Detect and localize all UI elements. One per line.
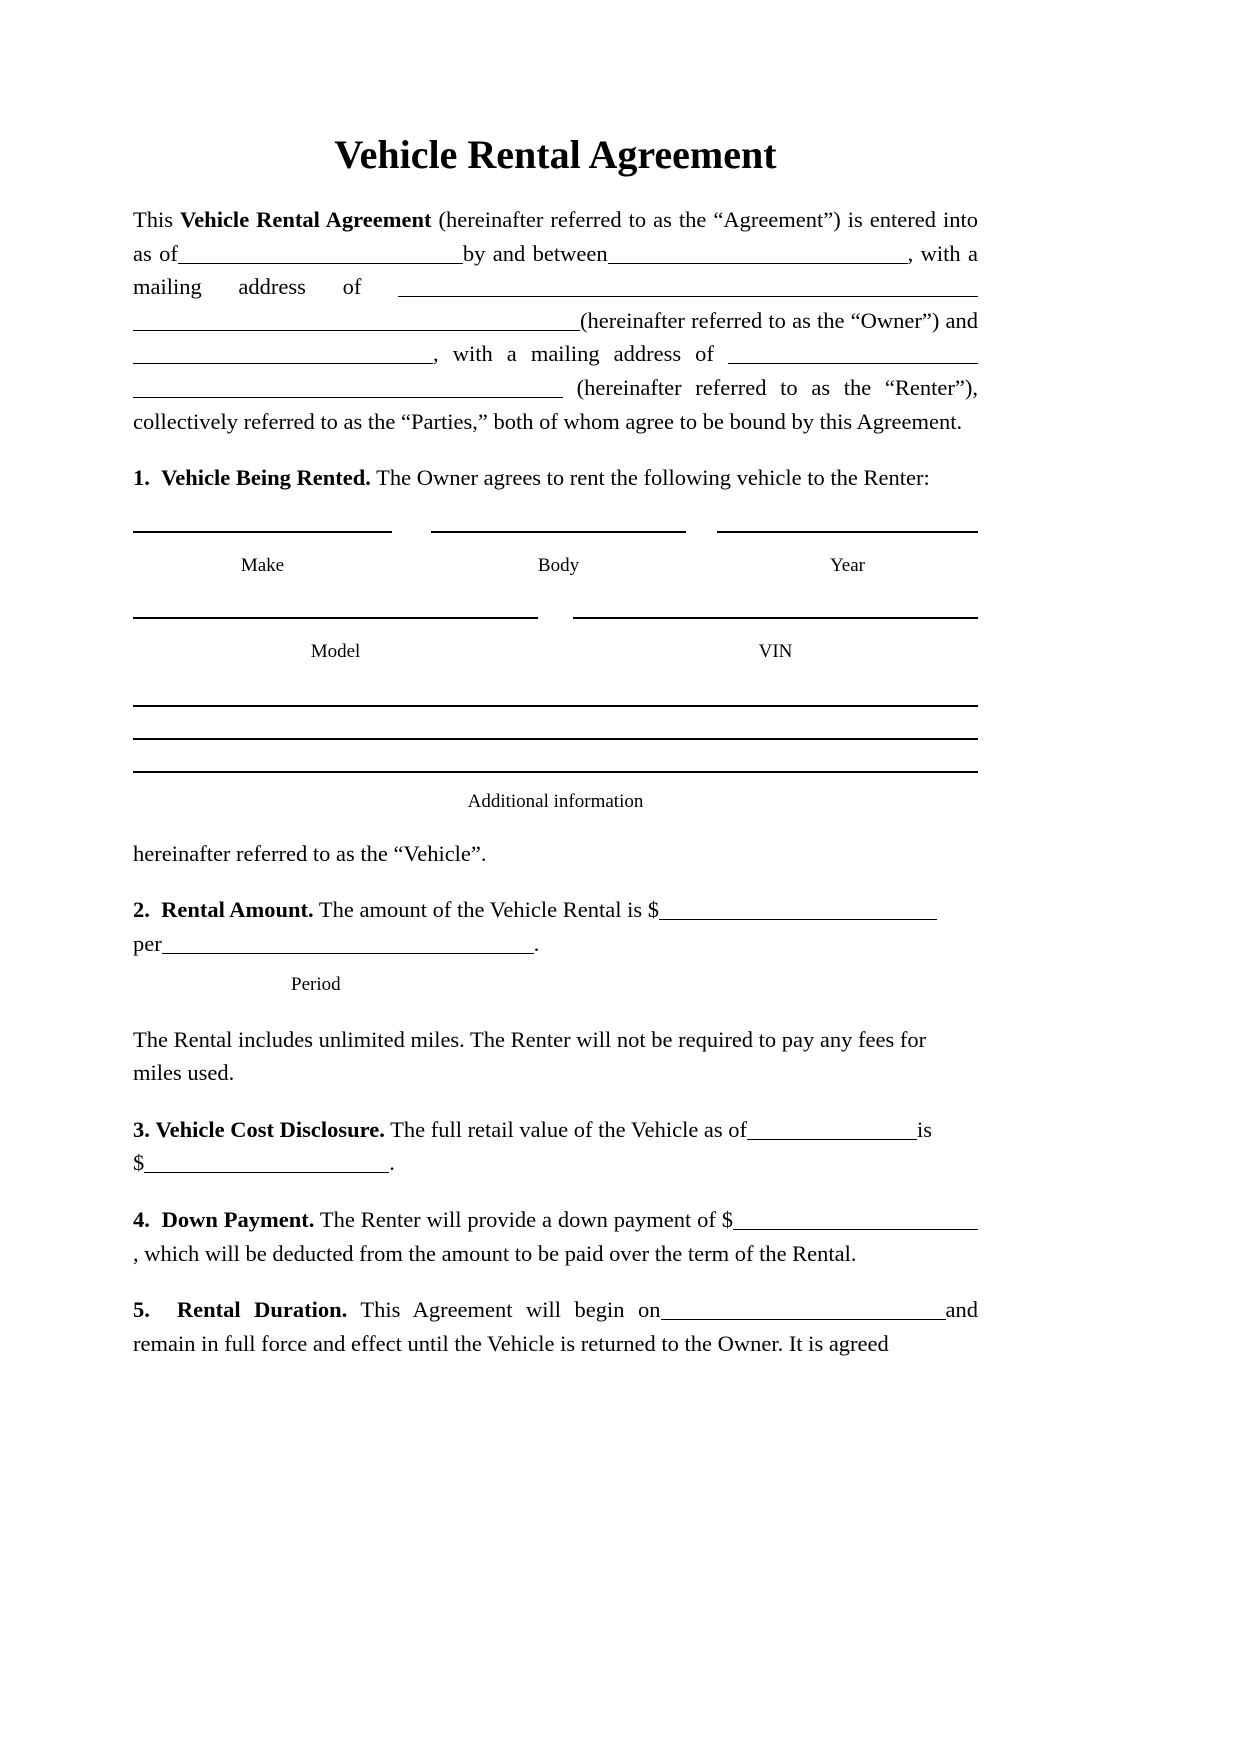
spacer: [133, 1090, 978, 1113]
section-5-body-end: and remain in full force and effect until the Vehicle is returned to the Owner. It is agreed: [133, 1297, 978, 1356]
section-3-dollar: $: [133, 1150, 145, 1176]
spacer: [133, 773, 978, 792]
spacer: [133, 661, 978, 705]
section-4-body-before: The Renter will provide a down payment of: [314, 1206, 722, 1232]
year-blank[interactable]: [717, 531, 978, 533]
spacer: [392, 531, 431, 575]
section-2-body-before: The amount of the Vehicle Rental is $: [313, 897, 659, 923]
owner-address-blank-2[interactable]: [133, 313, 580, 331]
intro-text-4: , with a mailing address of: [133, 240, 978, 300]
vehicle-fields-row-2: [133, 617, 978, 661]
intro-text-2: (hereinafter referred to as the “Agreement”) is entered into as of: [133, 207, 978, 266]
date-blank[interactable]: [178, 246, 463, 264]
section-2-per-label: per: [133, 930, 162, 956]
mileage-paragraph: The Rental includes unlimited miles. The Renter will not be required to pay any fees for miles used.: [133, 1026, 927, 1086]
section-5-heading: Rental Duration.: [176, 1297, 348, 1323]
section-4-dollar: $: [721, 1206, 733, 1232]
vehicle-value-blank[interactable]: [144, 1155, 389, 1173]
spacer: [133, 870, 978, 893]
section-1-body: The Owner agrees to rent the following vehicle to the Renter:: [370, 465, 930, 491]
vin-blank[interactable]: [573, 617, 978, 619]
rental-amount-blank[interactable]: [659, 902, 937, 920]
make-blank[interactable]: [133, 531, 392, 533]
year-label: Year: [829, 554, 865, 576]
period-label: Period: [291, 973, 341, 995]
model-label: Model: [310, 640, 361, 662]
spacer: [538, 617, 573, 661]
section-3-number: 3.: [133, 1116, 150, 1142]
vehicle-value-date-blank[interactable]: [747, 1122, 917, 1140]
section-3-heading: Vehicle Cost Disclosure.: [155, 1116, 385, 1142]
section-2-number: 2.: [133, 897, 150, 923]
rental-start-date-blank[interactable]: [661, 1302, 946, 1320]
body-blank[interactable]: [431, 531, 686, 533]
section-5-body-before: This Agreement will begin on: [347, 1297, 661, 1323]
make-label: Make: [240, 554, 285, 576]
spacer: [133, 811, 978, 837]
spacer: [133, 575, 978, 617]
intro-text-6: , with a mailing address of: [433, 341, 728, 367]
intro-paragraph: [133, 203, 978, 438]
vehicle-field-year[interactable]: [717, 531, 978, 575]
section-3-paragraph: [133, 1113, 978, 1180]
section-4-body-end: , which will be deducted from the amount to be paid over the term of the Rental.: [133, 1240, 857, 1266]
additional-information-label: Additional information: [467, 790, 644, 812]
intro-text-3: by and between: [462, 240, 608, 266]
section-5-number: 5.: [133, 1297, 150, 1323]
spacer: [133, 438, 978, 461]
section-4-heading: Down Payment.: [161, 1206, 315, 1232]
spacer: [686, 531, 717, 575]
spacer: [133, 1270, 978, 1293]
vehicle-field-vin[interactable]: [573, 617, 978, 661]
model-blank[interactable]: [133, 617, 538, 619]
spacer: [133, 707, 978, 738]
section-1-heading: Vehicle Being Rented.: [161, 465, 371, 491]
spacer: [133, 1180, 978, 1203]
section-1-number: 1.: [133, 465, 150, 491]
intro-text-7: (hereinafter referred to as the “Renter”), collectively referred to as the “Parties,” both of whom agree to be bound by this Agreement.: [133, 374, 978, 434]
intro-agreement-bold: Vehicle Rental Agreement: [180, 207, 432, 232]
body-label: Body: [537, 554, 580, 576]
section-2-paragraph: 2. Rental Amount. The amount of the Vehicle Rental is $ per .: [133, 893, 978, 960]
section-5-paragraph: [133, 1293, 978, 1360]
intro-text-1: This: [133, 207, 181, 232]
vehicle-field-body[interactable]: [431, 531, 686, 575]
section-4-number: 4.: [133, 1206, 150, 1232]
renter-name-blank[interactable]: [133, 346, 433, 364]
spacer: [133, 495, 978, 531]
page-title: Vehicle Rental Agreement: [334, 132, 777, 177]
section-1-paragraph: [133, 461, 978, 495]
spacer: [133, 740, 978, 771]
vin-label: VIN: [758, 640, 793, 662]
rental-period-blank[interactable]: [162, 936, 534, 954]
spacer: [133, 961, 978, 975]
vehicle-field-make[interactable]: [133, 531, 392, 575]
vehicle-field-model[interactable]: [133, 617, 538, 661]
spacer: [133, 994, 978, 1023]
spacer: [133, 177, 978, 203]
owner-name-blank[interactable]: [608, 246, 908, 264]
section-3-body-end: .: [389, 1150, 395, 1176]
section-2-heading: Rental Amount.: [161, 897, 314, 923]
intro-text-5: (hereinafter referred to as the “Owner”) and: [580, 307, 978, 333]
vehicle-fields-row-1: [133, 531, 978, 575]
document-content: [133, 0, 978, 1360]
section-3-body-mid: is: [917, 1116, 933, 1142]
down-payment-blank[interactable]: [733, 1212, 978, 1230]
renter-address-blank-2[interactable]: [133, 380, 563, 398]
vehicle-closing-paragraph: hereinafter referred to as the “Vehicle”.: [133, 840, 487, 866]
section-4-paragraph: [133, 1203, 978, 1270]
owner-address-blank-1[interactable]: [398, 279, 978, 297]
section-3-body-before: The full retail value of the Vehicle as of: [384, 1116, 748, 1142]
renter-address-blank-1[interactable]: [728, 346, 978, 364]
